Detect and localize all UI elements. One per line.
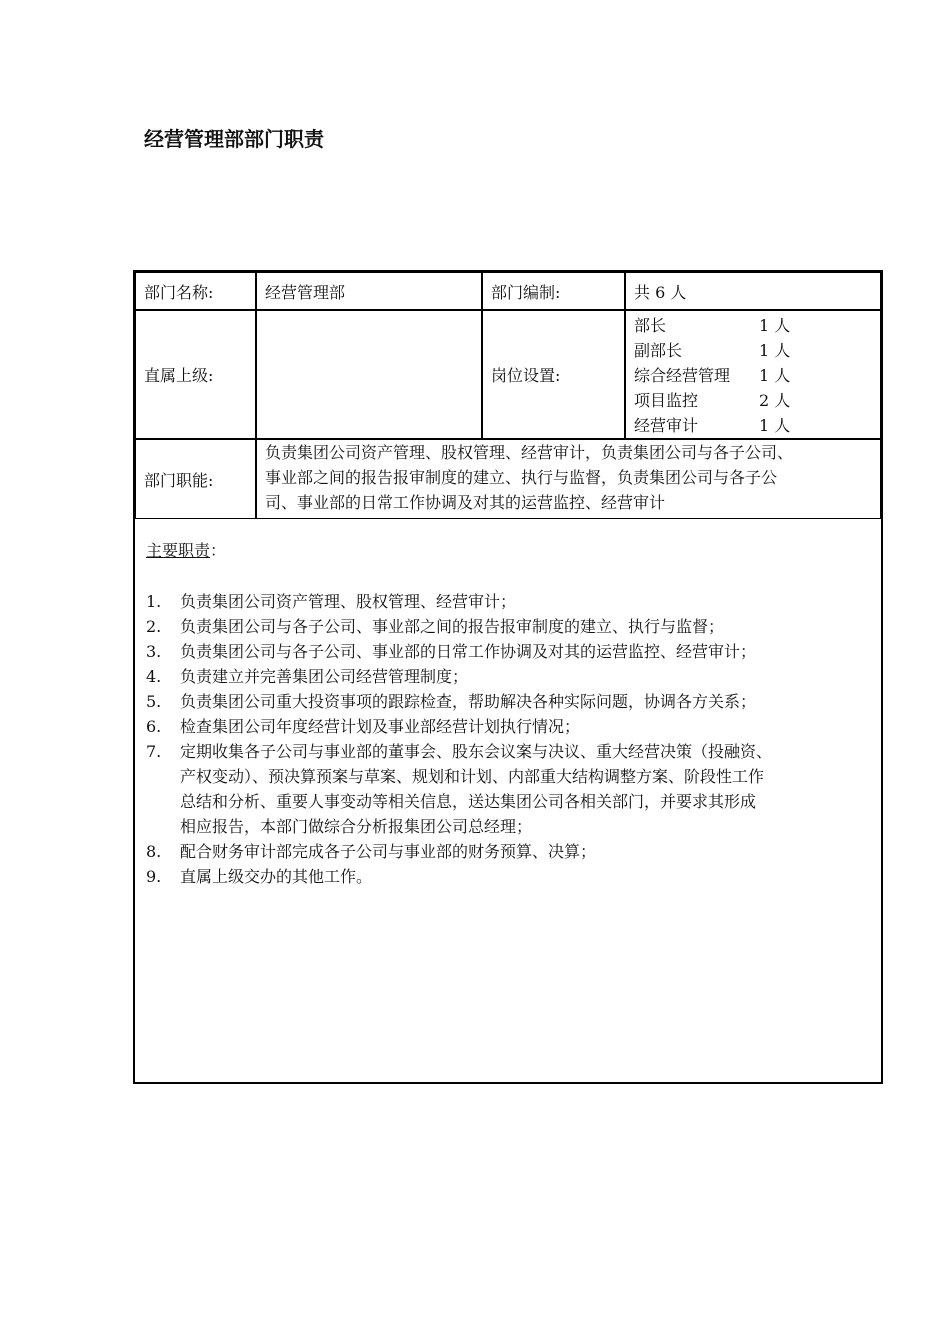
dept-staff-value: 共 6 人	[625, 272, 881, 310]
list-item	[146, 614, 876, 639]
item-text: 检查集团公司年度经营计划及事业部经营计划执行情况；	[180, 717, 581, 736]
position-item	[634, 363, 880, 388]
item-text-line: 产权变动）、预决算预案与草案、规划和计划、内部重大结构调整方案、阶段性工作	[180, 767, 765, 786]
item-number: 9.	[146, 867, 162, 886]
dept-name-value: 经营管理部	[256, 272, 482, 310]
position-item	[634, 338, 880, 363]
position-name: 副部长	[634, 341, 683, 360]
duties-heading-colon: ：	[210, 541, 227, 560]
table-row	[135, 272, 881, 310]
positions-list	[625, 310, 881, 439]
item-text: 负责建立并完善集团公司经营管理制度；	[180, 667, 469, 686]
function-label: 部门职能:	[135, 439, 256, 519]
item-text: 直属上级交办的其他工作。	[180, 867, 373, 886]
list-item	[146, 739, 876, 839]
list-item	[146, 664, 876, 689]
item-text-line: 总结和分析、重要人事变动等相关信息，送达集团公司各相关部门，并要求其形成	[180, 792, 757, 811]
duties-heading-wrap	[146, 538, 876, 563]
position-name: 项目监控	[634, 391, 699, 410]
spacer	[146, 563, 876, 589]
superior-value	[256, 310, 482, 439]
item-text: 负责集团公司与各子公司、事业部的日常工作协调及对其的运营监控、经营审计；	[180, 642, 757, 661]
item-number: 6.	[146, 717, 162, 736]
table-row	[135, 310, 881, 439]
item-text: 配合财务审计部完成各子公司与事业部的财务预算、决算；	[180, 842, 597, 861]
duty-list	[146, 589, 876, 889]
list-item	[146, 689, 876, 714]
item-number: 7.	[146, 742, 162, 761]
item-text-line: 定期收集各子公司与事业部的董事会、股东会议案与决议、重大经营决策（投融资、	[180, 742, 773, 761]
position-item	[634, 413, 880, 438]
page-title: 经营管理部部门职责	[144, 127, 324, 151]
dept-staff-label: 部门编制:	[482, 272, 625, 310]
position-count: 1 人	[759, 416, 791, 435]
item-text: 负责集团公司与各子公司、事业部之间的报告报审制度的建立、执行与监督；	[180, 617, 725, 636]
position-name: 经营审计	[634, 416, 699, 435]
function-line: 事业部之间的报告报审制度的建立、执行与监督，负责集团公司与各子公	[265, 468, 778, 487]
item-number: 8.	[146, 842, 162, 861]
function-line: 司、事业部的日常工作协调及对其的运营监控、经营审计	[265, 493, 666, 512]
position-name: 部长	[634, 316, 667, 335]
item-text-line: 相应报告，本部门做综合分析报集团公司总经理；	[180, 817, 533, 836]
item-number: 2.	[146, 617, 162, 636]
item-number: 3.	[146, 642, 162, 661]
superior-label: 直属上级:	[135, 310, 256, 439]
list-item	[146, 639, 876, 664]
item-text: 负责集团公司重大投资事项的跟踪检查，帮助解决各种实际问题，协调各方关系；	[180, 692, 757, 711]
position-count: 1 人	[759, 366, 791, 385]
item-text	[180, 739, 876, 839]
table-row	[135, 439, 881, 519]
item-text: 负责集团公司资产管理、股权管理、经营审计；	[180, 592, 517, 611]
responsibility-form	[133, 270, 883, 1084]
list-item	[146, 589, 876, 614]
info-table	[135, 272, 881, 519]
list-item	[146, 839, 876, 864]
item-number: 5.	[146, 692, 162, 711]
main-duties-section	[146, 538, 876, 889]
function-description	[256, 439, 881, 519]
list-item	[146, 864, 876, 889]
function-line: 负责集团公司资产管理、股权管理、经营审计，负责集团公司与各子公司、	[265, 443, 794, 462]
position-item	[634, 388, 880, 413]
dept-name-label: 部门名称:	[135, 272, 256, 310]
position-name: 综合经营管理	[634, 366, 731, 385]
position-count: 2 人	[759, 391, 791, 410]
positions-label: 岗位设置:	[482, 310, 625, 439]
item-number: 4.	[146, 667, 162, 686]
position-count: 1 人	[759, 316, 791, 335]
position-item	[634, 313, 880, 338]
duties-heading: 主要职责	[146, 541, 211, 560]
position-count: 1 人	[759, 341, 791, 360]
list-item	[146, 714, 876, 739]
item-number: 1.	[146, 592, 162, 611]
